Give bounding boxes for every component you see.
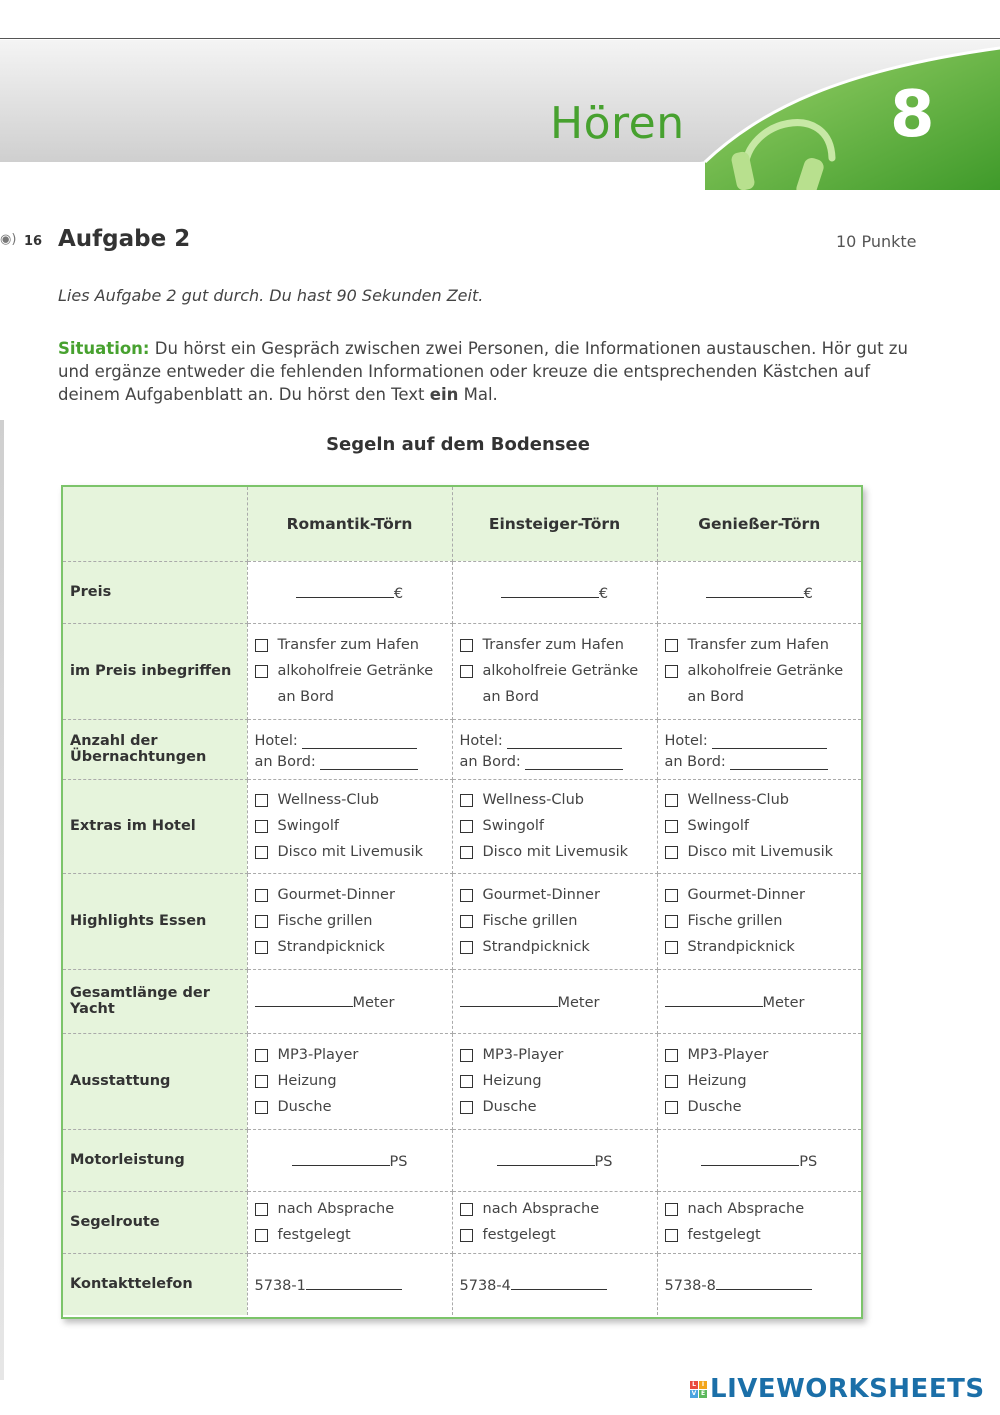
checkbox[interactable] — [460, 639, 473, 652]
checkbox[interactable] — [460, 665, 473, 678]
col-header: Genießer-Törn — [657, 487, 861, 561]
option-continuation: an Bord — [277, 689, 334, 705]
nights-cell — [452, 719, 657, 779]
row-label: Preis — [63, 561, 247, 623]
checkbox-option[interactable]: festgelegt — [665, 1222, 855, 1248]
options-cell — [452, 1191, 657, 1253]
table-row — [63, 1129, 861, 1191]
row-label: Extras im Hotel — [63, 779, 247, 873]
checkbox-option[interactable]: festgelegt — [255, 1222, 445, 1248]
engine-field[interactable]: PS — [452, 1129, 657, 1191]
track-number: 16 — [24, 234, 43, 249]
checkbox[interactable] — [460, 1203, 473, 1216]
audio-icon[interactable]: ◉) — [0, 232, 17, 247]
checkbox-option[interactable]: Transfer zum Hafen — [665, 632, 855, 658]
checkbox[interactable] — [665, 1203, 678, 1216]
chapter-number: 8 — [890, 78, 935, 152]
options-cell — [657, 623, 861, 719]
task-instruction: Lies Aufgabe 2 gut durch. Du hast 90 Sekunden Zeit. — [58, 286, 484, 305]
checkbox-option[interactable]: Fische grillen — [665, 908, 855, 934]
length-field[interactable]: Meter — [247, 969, 452, 1033]
options-cell — [657, 1033, 861, 1129]
checkbox-option[interactable]: Transfer zum Hafen — [460, 632, 650, 658]
options-cell — [657, 873, 861, 969]
checkbox-option[interactable]: Wellness-Club — [255, 787, 445, 813]
checkbox[interactable] — [255, 1229, 268, 1242]
checkbox[interactable] — [255, 820, 268, 833]
checkbox-option[interactable]: nach Absprache — [255, 1196, 445, 1222]
phone-field[interactable]: 5738-4 — [452, 1253, 657, 1315]
checkbox[interactable] — [460, 889, 473, 902]
table-row — [63, 1191, 861, 1253]
checkbox-option[interactable]: Heizung — [255, 1068, 445, 1094]
checkbox-option[interactable]: Swingolf — [255, 813, 445, 839]
options-cell — [657, 1191, 861, 1253]
checkbox[interactable] — [665, 1049, 678, 1062]
checkbox[interactable] — [255, 665, 268, 678]
row-label: Gesamtlänge der Yacht — [63, 969, 247, 1033]
phone-field[interactable]: 5738-8 — [657, 1253, 861, 1315]
checkbox-option[interactable]: festgelegt — [460, 1222, 650, 1248]
checkbox-option[interactable]: Gourmet-Dinner — [255, 882, 445, 908]
checkbox-option[interactable]: nach Absprache — [665, 1196, 855, 1222]
checkbox[interactable] — [255, 846, 268, 859]
options-cell — [247, 1033, 452, 1129]
table-row — [63, 1033, 861, 1129]
price-field[interactable]: € — [657, 561, 861, 623]
checkbox[interactable] — [665, 794, 678, 807]
row-label: Motorleistung — [63, 1129, 247, 1191]
checkbox-option[interactable]: Dusche — [665, 1094, 855, 1120]
table-row — [63, 719, 861, 779]
board-nights-field[interactable]: an Bord: — [460, 749, 650, 770]
situation-paragraph: Situation: Du hörst ein Gespräch zwischen zwei Personen, die Informationen austauschen. Hör gut zu und ergänze entweder die fehlenden Informationen oder kreuze die entsprechenden Kästchen auf deinem Aufgabenblatt an. Du hörst den Text ein Mal. — [58, 339, 908, 404]
checkbox-option[interactable]: Heizung — [460, 1068, 650, 1094]
options-cell — [247, 623, 452, 719]
checkbox[interactable] — [665, 941, 678, 954]
table-header-row — [63, 487, 861, 561]
table-row — [63, 1253, 861, 1315]
price-field[interactable]: € — [452, 561, 657, 623]
hotel-nights-field[interactable]: Hotel: — [665, 728, 855, 749]
table-row — [63, 969, 861, 1033]
options-cell — [247, 873, 452, 969]
header-empty-cell — [63, 487, 247, 561]
col-header: Romantik-Törn — [247, 487, 452, 561]
checkbox[interactable] — [665, 1075, 678, 1088]
checkbox-option[interactable]: Wellness-Club — [460, 787, 650, 813]
engine-field[interactable]: PS — [657, 1129, 861, 1191]
board-nights-field[interactable]: an Bord: — [255, 749, 445, 770]
checkbox-option[interactable]: Strandpicknick — [460, 934, 650, 960]
checkbox[interactable] — [460, 846, 473, 859]
options-cell — [247, 1191, 452, 1253]
options-cell — [452, 779, 657, 873]
row-label: Segelroute — [63, 1191, 247, 1253]
col-header: Einsteiger-Törn — [452, 487, 657, 561]
checkbox-option[interactable]: Dusche — [460, 1094, 650, 1120]
table-title: Segeln auf dem Bodensee — [326, 434, 590, 455]
situation-label: Situation: — [58, 339, 150, 358]
checkbox[interactable] — [460, 1229, 473, 1242]
top-rule — [0, 38, 1000, 39]
checkbox-option[interactable]: MP3-Player — [665, 1042, 855, 1068]
checkbox[interactable] — [665, 1229, 678, 1242]
nights-cell — [657, 719, 861, 779]
checkbox[interactable] — [665, 889, 678, 902]
option-continuation: an Bord — [482, 689, 539, 705]
row-label: im Preis inbegriffen — [63, 623, 247, 719]
checkbox[interactable] — [255, 941, 268, 954]
logo-mark-icon: L I V E — [691, 1380, 706, 1397]
engine-field[interactable]: PS — [247, 1129, 452, 1191]
checkbox[interactable] — [460, 1049, 473, 1062]
options-cell — [657, 779, 861, 873]
row-label: Kontakttelefon — [63, 1253, 247, 1315]
options-cell — [452, 1033, 657, 1129]
checkbox-option[interactable]: alkoholfreie Getränke — [665, 658, 855, 684]
checkbox[interactable] — [460, 794, 473, 807]
length-field[interactable]: Meter — [657, 969, 861, 1033]
row-label: Highlights Essen — [63, 873, 247, 969]
checkbox-option[interactable]: MP3-Player — [460, 1042, 650, 1068]
checkbox[interactable] — [665, 639, 678, 652]
chapter-banner — [0, 40, 1000, 190]
checkbox[interactable] — [665, 915, 678, 928]
checkbox[interactable] — [460, 1101, 473, 1114]
phone-field[interactable]: 5738-1 — [247, 1253, 452, 1315]
checkbox-option[interactable]: Strandpicknick — [665, 934, 855, 960]
task-title: Aufgabe 2 — [58, 226, 191, 252]
checkbox-option[interactable]: Dusche — [255, 1094, 445, 1120]
table-row — [63, 561, 861, 623]
chapter-title: Hören — [550, 98, 685, 149]
checkbox-option[interactable]: MP3-Player — [255, 1042, 445, 1068]
checkbox-option[interactable]: Wellness-Club — [665, 787, 855, 813]
checkbox[interactable] — [460, 820, 473, 833]
checkbox[interactable] — [460, 915, 473, 928]
checkbox-option[interactable]: Transfer zum Hafen — [255, 632, 445, 658]
options-cell — [452, 623, 657, 719]
checkbox-option[interactable]: Swingolf — [460, 813, 650, 839]
row-label: Anzahl der Übernachtungen — [63, 719, 247, 779]
checkbox-option[interactable]: alkoholfreie Getränke — [460, 658, 650, 684]
option-continuation: an Bord — [687, 689, 744, 705]
checkbox-option[interactable]: Disco mit Livemusik — [665, 839, 855, 865]
checkbox[interactable] — [460, 941, 473, 954]
options-cell — [452, 873, 657, 969]
checkbox[interactable] — [665, 665, 678, 678]
checkbox-option[interactable]: Fische grillen — [255, 908, 445, 934]
liveworksheets-logo — [690, 1374, 985, 1404]
checkbox[interactable] — [665, 846, 678, 859]
table-row — [63, 873, 861, 969]
board-nights-field[interactable]: an Bord: — [665, 749, 855, 770]
hotel-nights-field[interactable]: Hotel: — [460, 728, 650, 749]
task-points: 10 Punkte — [836, 232, 917, 251]
row-label: Ausstattung — [63, 1033, 247, 1129]
table-row — [63, 779, 861, 873]
checkbox-option[interactable]: Gourmet-Dinner — [665, 882, 855, 908]
checkbox[interactable] — [255, 794, 268, 807]
hotel-nights-field[interactable]: Hotel: — [255, 728, 445, 749]
checkbox[interactable] — [665, 1101, 678, 1114]
price-field[interactable]: € — [247, 561, 452, 623]
checkbox-option[interactable]: Strandpicknick — [255, 934, 445, 960]
checkbox[interactable] — [460, 1075, 473, 1088]
checkbox-option[interactable]: Disco mit Livemusik — [460, 839, 650, 865]
checkbox[interactable] — [255, 1075, 268, 1088]
checkbox-option[interactable]: Gourmet-Dinner — [460, 882, 650, 908]
checkbox[interactable] — [255, 1203, 268, 1216]
checkbox-option[interactable]: Heizung — [665, 1068, 855, 1094]
checkbox-option[interactable]: Fische grillen — [460, 908, 650, 934]
checkbox[interactable] — [255, 889, 268, 902]
nights-cell — [247, 719, 452, 779]
checkbox-option[interactable]: alkoholfreie Getränke — [255, 658, 445, 684]
checkbox-option[interactable]: Disco mit Livemusik — [255, 839, 445, 865]
checkbox[interactable] — [255, 1049, 268, 1062]
checkbox[interactable] — [255, 639, 268, 652]
logo-text: LIVEWORKSHEETS — [710, 1374, 985, 1404]
page-edge-shadow — [0, 420, 4, 1380]
checkbox[interactable] — [255, 1101, 268, 1114]
checkbox-option[interactable]: Swingolf — [665, 813, 855, 839]
length-field[interactable]: Meter — [452, 969, 657, 1033]
checkbox-option[interactable]: nach Absprache — [460, 1196, 650, 1222]
checkbox[interactable] — [665, 820, 678, 833]
checkbox[interactable] — [255, 915, 268, 928]
sailing-table — [61, 485, 863, 1319]
table-row — [63, 623, 861, 719]
options-cell — [247, 779, 452, 873]
